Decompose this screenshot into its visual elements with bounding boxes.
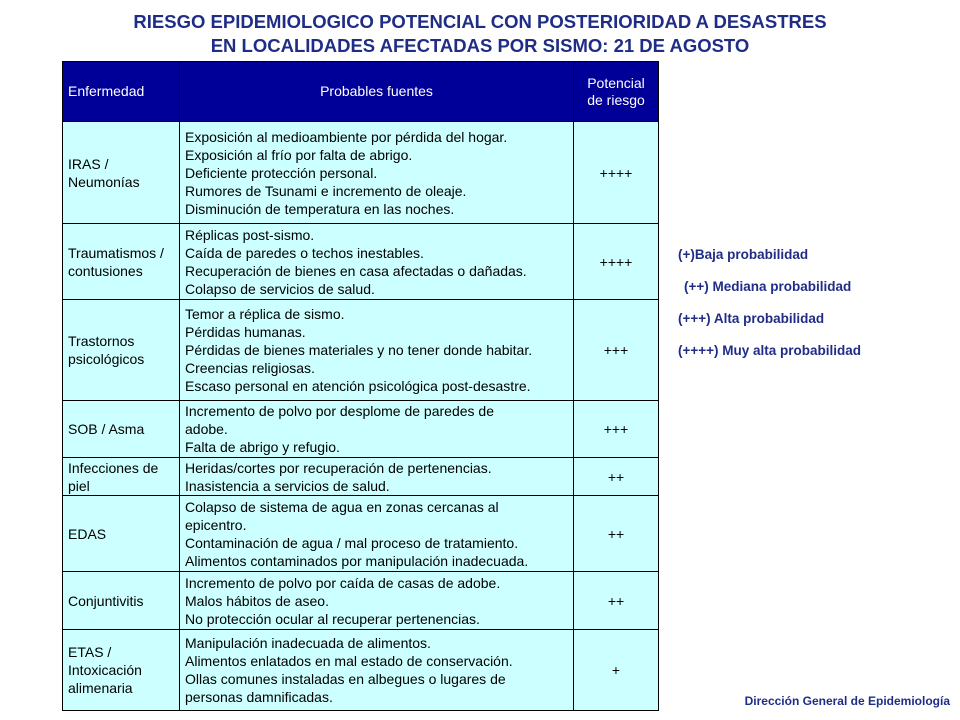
table-row <box>63 300 659 401</box>
source-line: Alimentos enlatados en mal estado de conservación. <box>185 653 513 669</box>
source-line: Malos hábitos de aseo. <box>185 592 329 609</box>
title-line-2: EN LOCALIDADES AFECTADAS POR SISMO: 21 DE AGOSTO <box>210 35 750 56</box>
table-row <box>63 122 659 224</box>
legend-item-medium: (++) Mediana probabilidad <box>684 279 852 294</box>
source-line: Incremento de polvo por caída de casas de adobe. <box>185 574 501 591</box>
page-title <box>60 10 900 58</box>
source-line: epicentro. <box>185 516 247 533</box>
source-line: Falta de abrigo y refugio. <box>185 439 340 455</box>
table-row <box>63 496 659 572</box>
source-line: Pérdidas de bienes materiales y no tener donde habitar. <box>185 342 533 358</box>
source-line: Escaso personal en atención psicológica post-desastre. <box>185 378 531 394</box>
risk-cell: ++ <box>574 458 659 496</box>
legend-item-low: (+)Baja probabilidad <box>678 247 809 262</box>
risk-cell: ++ <box>574 496 659 572</box>
header-sources: Probables fuentes <box>180 62 574 122</box>
header-disease: Enfermedad <box>63 62 180 122</box>
sources-cell <box>180 572 574 630</box>
legend-item-high: (+++) Alta probabilidad <box>678 311 825 326</box>
source-line: personas damnificadas. <box>185 689 333 705</box>
sources-cell <box>180 300 574 401</box>
source-line: Manipulación inadecuada de alimentos. <box>185 635 431 651</box>
source-line: Exposición al medioambiente por pérdida del hogar. <box>185 128 508 145</box>
source-line: Pérdidas humanas. <box>185 324 306 340</box>
source-line: Contaminación de agua / mal proceso de tratamiento. <box>185 534 519 551</box>
source-line: Recuperación de bienes en casa afectadas o dañadas. <box>185 262 527 279</box>
risk-cell: ++ <box>574 572 659 630</box>
sources-cell <box>180 224 574 300</box>
disease-cell: ETAS / Intoxicación alimenaria <box>63 630 180 711</box>
risk-cell: ++++ <box>574 122 659 224</box>
source-line: Alimentos contaminados por manipulación inadecuada. <box>185 552 529 569</box>
risk-table <box>62 61 659 711</box>
source-line: Rumores de Tsunami e incremento de oleaje. <box>185 182 467 199</box>
disease-cell: Conjuntivitis <box>63 572 180 630</box>
source-line: Creencias religiosas. <box>185 360 315 376</box>
disease-cell: Infecciones de piel <box>63 458 180 496</box>
risk-cell: +++ <box>574 401 659 458</box>
source-line: Caída de paredes o techos inestables. <box>185 244 424 261</box>
table-row <box>63 224 659 300</box>
disease-cell: Traumatismos / contusiones <box>63 224 180 300</box>
header-risk: Potencial de riesgo <box>574 62 659 122</box>
risk-cell: ++++ <box>574 224 659 300</box>
table-row <box>63 401 659 458</box>
sources-cell <box>180 122 574 224</box>
source-line: Colapso de sistema de agua en zonas cercanas al <box>185 498 499 515</box>
sources-cell <box>180 496 574 572</box>
disease-cell: Trastornos psicológicos <box>63 300 180 401</box>
risk-legend <box>678 243 861 371</box>
source-line: Temor a réplica de sismo. <box>185 306 345 322</box>
source-line: Ollas comunes instaladas en albegues o lugares de <box>185 671 506 687</box>
sources-cell <box>180 458 574 496</box>
sources-cell <box>180 630 574 711</box>
source-line: Réplicas post-sismo. <box>185 226 315 243</box>
source-line: Heridas/cortes por recuperación de pertenencias. <box>185 459 492 476</box>
source-line: Exposición al frío por falta de abrigo. <box>185 146 413 163</box>
risk-cell: +++ <box>574 300 659 401</box>
table-row <box>63 458 659 496</box>
source-line: Incremento de polvo por desplome de paredes de <box>185 403 494 419</box>
disease-cell: SOB / Asma <box>63 401 180 458</box>
disease-cell: IRAS / Neumonías <box>63 122 180 224</box>
legend-item-very-high: (++++) Muy alta probabilidad <box>678 343 862 358</box>
disease-cell: EDAS <box>63 496 180 572</box>
table-header-row <box>63 62 659 122</box>
risk-table-body <box>63 122 659 711</box>
footer-credit: Dirección General de Epidemiología <box>744 694 950 708</box>
title-line-1: RIESGO EPIDEMIOLOGICO POTENCIAL CON POSTERIORIDAD A DESASTRES <box>133 11 827 32</box>
source-line: Inasistencia a servicios de salud. <box>185 477 390 494</box>
source-line: No protección ocular al recuperar pertenencias. <box>185 610 480 627</box>
sources-cell <box>180 401 574 458</box>
source-line: Deficiente protección personal. <box>185 164 378 181</box>
source-line: Disminución de temperatura en las noches. <box>185 200 455 217</box>
source-line: adobe. <box>185 421 228 437</box>
risk-cell: + <box>574 630 659 711</box>
table-row <box>63 630 659 711</box>
source-line: Colapso de servicios de salud. <box>185 280 375 297</box>
table-row <box>63 572 659 630</box>
